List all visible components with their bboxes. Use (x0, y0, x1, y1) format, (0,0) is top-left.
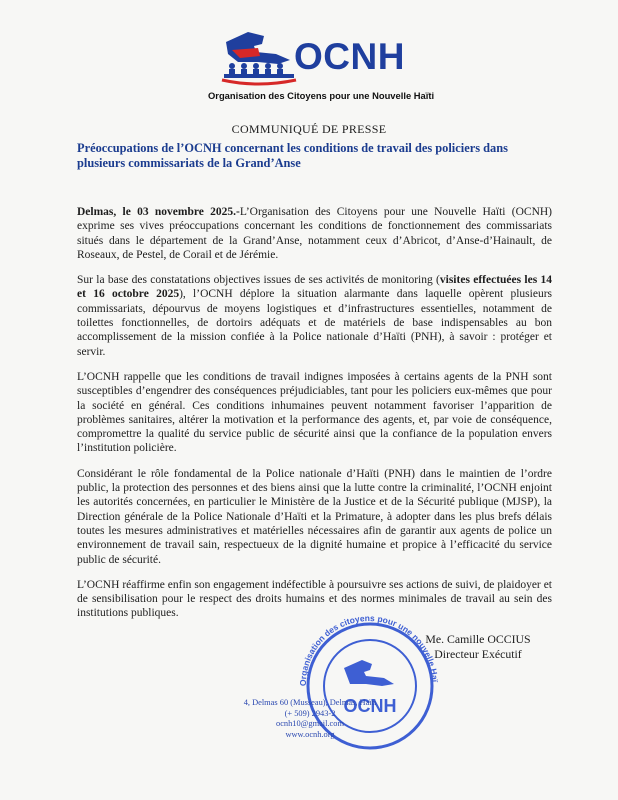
paragraph-2 (77, 273, 552, 359)
footer-address: 4, Delmas 60 (Musseau), Delmas, Haïti (243, 698, 377, 707)
haiti-map-people-icon (218, 24, 298, 90)
footer-website[interactable]: www.ocnh.org (285, 729, 335, 739)
ocnh-logo (208, 24, 518, 104)
signature-block (398, 632, 558, 662)
paragraph-1-text: L’Organisation des Citoyens pour une Nouvelle Haïti (OCNH) exprime ses vives préoccupations concernant les conditions de fonctionnement des commissariats situés dans le département de la Grand’Anse, notamment ceux d’Abricot, d’Anse-d’Hainault, de Roseaux, de Pestel, de Corail et de Jérémie. (77, 206, 553, 261)
logo-wordmark: OCNH (294, 36, 405, 77)
paragraph-5: L’OCNH réaffirme enfin son engagement indéfectible à poursuivre ses actions de suivi, de plaidoyer et de sensibilisation pour le respect des droits humains et des normes minimales de travail au sein des institutions publiques. (77, 578, 552, 620)
paragraph-2-text-start: Sur la base des constatations objectives issues de ses activités de monitoring ( (77, 274, 440, 287)
stamp-map-icon (344, 660, 394, 686)
document-body (77, 205, 552, 632)
paragraph-4: Considérant le rôle fondamental de la Police nationale d’Haïti (PNH) dans le maintien de l’ordre public, la protection des personnes et des biens ainsi que la lutte contre la criminalité, l’OCNH enjoint les autorités concernées, en particulier le Ministère de la Justice et de la Sécurité publique (MJSP), la Direction générale de la Police Nationale d’Haïti et la Primature, à adopter dans les plus brefs délais toutes les mesures administratives et matérielles nécessaires afin de garantir aux agents de police un environnement de travail sain, respectueux de la dignité humaine et propice à l’efficacité du service public de sécurité. (77, 467, 552, 566)
logo-caption: Organisation des Citoyens pour une Nouvelle Haïti (208, 90, 435, 101)
signatory-title: Directeur Exécutif (434, 647, 522, 661)
dateline: Delmas, le 03 novembre 2025.- (77, 206, 240, 218)
document-heading: COMMUNIQUÉ DE PRESSE (231, 122, 387, 136)
footer-contact (210, 698, 410, 740)
stamp-ring-text: Organisation des citoyens pour une nouvelle Haï (297, 612, 441, 687)
stamp-center-text: OCNH (343, 696, 397, 716)
footer-phone: (+ 509) 2943-2 (284, 708, 336, 718)
paragraph-1 (77, 205, 552, 262)
visit-dates: visites effectuées les 14 et 16 octobre 2025 (77, 274, 552, 301)
document-subject: Préoccupations de l’OCNH concernant les conditions de travail des policiers dans plusieurs commissariats de la Grand’Anse (77, 141, 508, 170)
signatory-name: Me. Camille OCCIUS (425, 632, 531, 646)
paragraph-2-text-end: ), l’OCNH déplore la situation alarmante dans laquelle opèrent plusieurs commissariats, dépourvus de moyens logistiques et d’infrastructures essentielles, notamment de toilettes fonctionnelles, de dortoirs adéquats et de matériels de base indispensables au bon accomplissement de la mission confiée à la Police nationale d’Haïti (PNH), à savoir : protéger et servir. (77, 288, 553, 358)
footer-email[interactable]: ocnh10@gmail.com (276, 719, 344, 728)
paragraph-3: L’OCNH rappelle que les conditions de travail indignes imposées à certains agents de la PNH sont susceptibles d’engendrer des conséquences préjudiciables, tant pour les policiers eux-mêmes que pour la société en général. Ces conditions inhumaines peuvent notamment favoriser l’apparition de problèmes sanitaires, altérer la motivation et la performance des agents, et, par voie de conséquence, compromettre la qualité du service public de sécurité ainsi que la confiance de la population envers l’institution policière. (77, 370, 552, 455)
